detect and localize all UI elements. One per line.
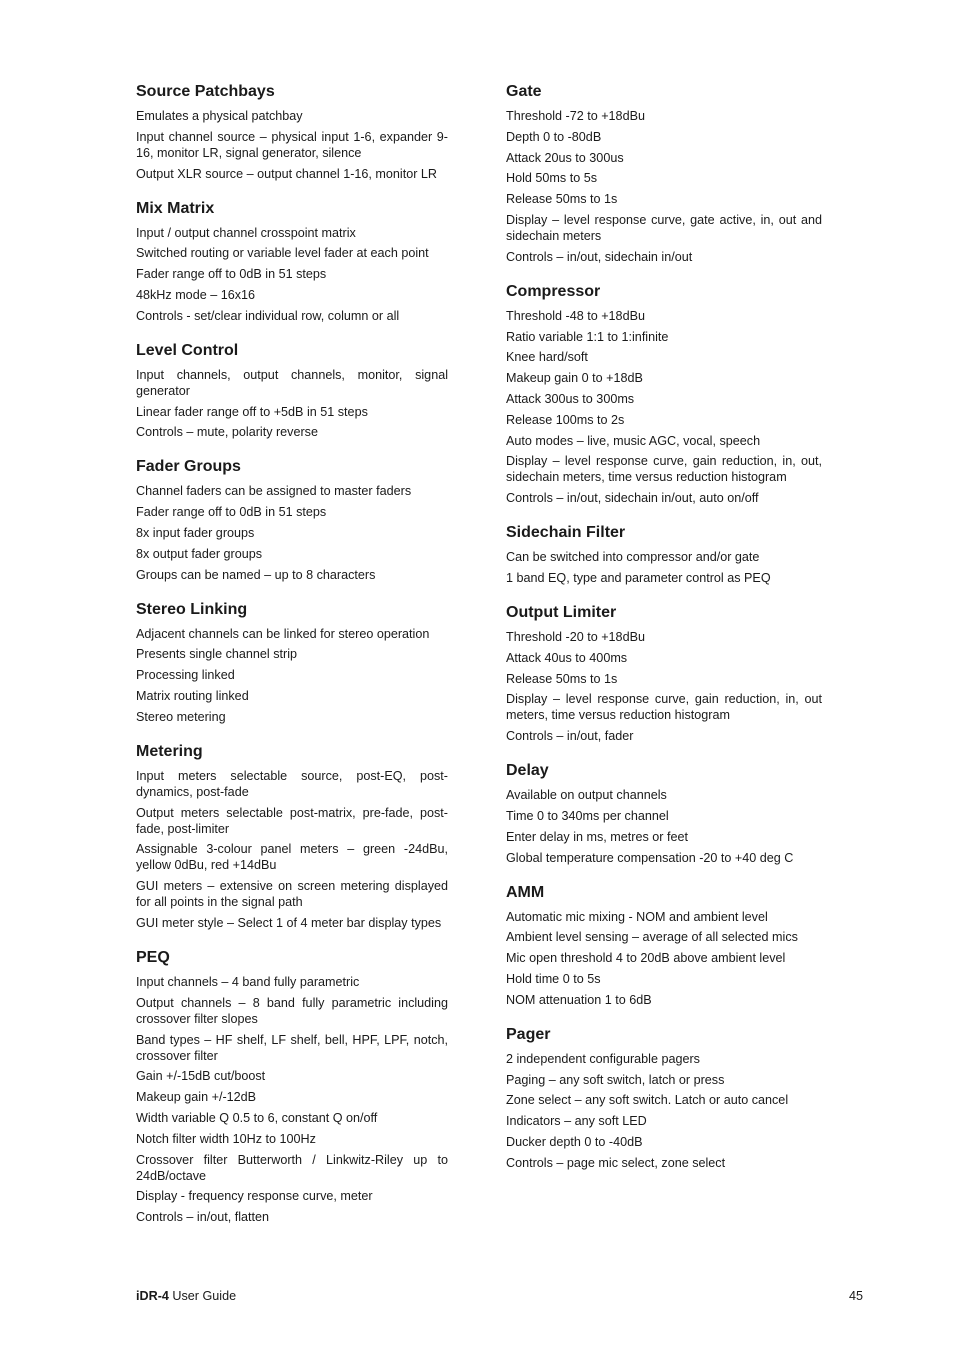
spec-item: Release 50ms to 1s <box>506 192 618 207</box>
section-heading: Mix Matrix <box>136 199 215 217</box>
spec-item: Hold 50ms to 5s <box>506 171 597 186</box>
spec-item: Controls – in/out, flatten <box>136 1210 270 1225</box>
section-heading: Source Patchbays <box>136 83 275 100</box>
spec-item: Available on output channels <box>506 788 667 803</box>
spec-item: Gain +/-15dB cut/boost <box>136 1069 266 1084</box>
spec-item: Emulates a physical patchbay <box>136 109 303 123</box>
spec-item: Input channel source – physical input 1-6, expander 9-16, monitor LR, signal generator, silence <box>136 129 448 160</box>
spec-item: NOM attenuation 1 to 6dB <box>506 992 652 1007</box>
right-column <box>506 82 822 1188</box>
spec-item: Switched routing or variable level fader at each point <box>136 246 429 261</box>
footer-product: iDR-4 <box>136 1289 169 1303</box>
spec-item: Display - frequency response curve, meter <box>136 1189 373 1204</box>
section-peq <box>136 948 448 1225</box>
spec-item: Controls – in/out, sidechain in/out <box>506 249 693 264</box>
spec-item: Adjacent channels can be linked for stereo operation <box>136 626 430 641</box>
spec-item: Display – level response curve, gain reduction, in, out, sidechain meters, time versus reduction histogram <box>506 454 822 485</box>
spec-item: Controls – page mic select, zone select <box>506 1155 726 1170</box>
section-heading: Compressor <box>506 282 601 300</box>
section-metering <box>136 742 448 931</box>
spec-item: Zone select – any soft switch. Latch or auto cancel <box>506 1093 789 1108</box>
spec-item: 2 independent configurable pagers <box>506 1051 700 1066</box>
spec-item: 8x output fader groups <box>136 546 263 561</box>
spec-item: Linear fader range off to +5dB in 51 steps <box>136 404 368 419</box>
spec-item: Release 50ms to 1s <box>506 671 618 686</box>
spec-item: Channel faders can be assigned to master faders <box>136 484 412 499</box>
spec-item: Output XLR source – output channel 1-16, monitor LR <box>136 166 438 181</box>
section-heading: Pager <box>506 1025 551 1043</box>
section-heading: Output Limiter <box>506 603 617 621</box>
section-heading: PEQ <box>136 948 170 966</box>
spec-item: GUI meter style – Select 1 of 4 meter bar display types <box>136 915 442 930</box>
spec-item: Attack 40us to 400ms <box>506 650 628 665</box>
section-heading: Sidechain Filter <box>506 524 626 542</box>
section-level-control <box>136 341 448 441</box>
spec-item: Notch filter width 10Hz to 100Hz <box>136 1131 316 1146</box>
spec-item: Presents single channel strip <box>136 647 298 662</box>
spec-item: Crossover filter Butterworth / Linkwitz-Riley up to 24dB/octave <box>136 1152 448 1183</box>
spec-item: Global temperature compensation -20 to +40 deg C <box>506 850 794 865</box>
spec-item: Output channels – 8 band fully parametric including crossover filter slopes <box>136 995 448 1026</box>
spec-item: Attack 20us to 300us <box>506 150 624 165</box>
section-compressor <box>506 282 822 506</box>
spec-item: Width variable Q 0.5 to 6, constant Q on/off <box>136 1110 378 1125</box>
spec-item: Ambient level sensing – average of all selected mics <box>506 930 798 945</box>
spec-item: Controls – mute, polarity reverse <box>136 425 318 440</box>
section-heading: Metering <box>136 742 203 760</box>
spec-item: Controls - set/clear individual row, column or all <box>136 308 400 323</box>
spec-item: Ratio variable 1:1 to 1:infinite <box>506 329 669 344</box>
spec-item: Controls – in/out, sidechain in/out, auto on/off <box>506 491 759 506</box>
spec-item: Indicators – any soft LED <box>506 1114 647 1129</box>
left-column <box>136 82 448 1242</box>
spec-item: Can be switched into compressor and/or gate <box>506 550 760 565</box>
section-fader-groups <box>136 457 448 582</box>
spec-item: Input channels – 4 band fully parametric <box>136 974 360 989</box>
spec-item: Makeup gain +/-12dB <box>136 1090 257 1105</box>
spec-item: Release 100ms to 2s <box>506 412 625 427</box>
spec-item: Paging – any soft switch, latch or press <box>506 1072 725 1087</box>
spec-item: Time 0 to 340ms per channel <box>506 808 669 823</box>
spec-item: Stereo metering <box>136 709 226 724</box>
spec-item: Fader range off to 0dB in 51 steps <box>136 505 327 520</box>
spec-item: Input meters selectable source, post-EQ, post-dynamics, post-fade <box>136 768 448 799</box>
spec-item: Enter delay in ms, metres or feet <box>506 829 688 844</box>
section-heading: AMM <box>506 883 545 901</box>
section-gate <box>506 82 822 265</box>
section-delay <box>506 761 822 865</box>
spec-item: GUI meters – extensive on screen metering displayed for all points in the signal path <box>136 879 448 910</box>
spec-item: Depth 0 to -80dB <box>506 129 602 144</box>
section-output-limiter <box>506 603 822 744</box>
spec-item: Groups can be named – up to 8 characters <box>136 567 376 582</box>
spec-item: Knee hard/soft <box>506 350 588 365</box>
spec-item: Auto modes – live, music AGC, vocal, speech <box>506 433 761 448</box>
spec-item: Automatic mic mixing - NOM and ambient level <box>506 909 768 924</box>
spec-item: Makeup gain 0 to +18dB <box>506 371 643 386</box>
section-heading: Stereo Linking <box>136 600 248 618</box>
spec-item: Attack 300us to 300ms <box>506 391 635 406</box>
spec-item: Hold time 0 to 5s <box>506 971 601 986</box>
spec-item: Mic open threshold 4 to 20dB above ambient level <box>506 951 786 966</box>
spec-item: Input channels, output channels, monitor, signal generator <box>136 367 448 398</box>
spec-item: Threshold -20 to +18dBu <box>506 629 645 644</box>
page-number: 45 <box>848 1289 863 1303</box>
spec-item: Controls – in/out, fader <box>506 729 634 744</box>
spec-item: Output meters selectable post-matrix, pre-fade, post-fade, post-limiter <box>136 805 448 836</box>
section-heading: Fader Groups <box>136 458 241 476</box>
section-heading: Level Control <box>136 341 239 359</box>
spec-item: Matrix routing linked <box>136 688 249 703</box>
section-stereo-linking <box>136 600 448 725</box>
footer-doc: User Guide <box>168 1289 237 1303</box>
spec-item: Ducker depth 0 to -40dB <box>506 1134 643 1149</box>
section-heading: Gate <box>506 83 542 100</box>
section-source-patchbays <box>136 82 448 182</box>
footer-title <box>136 1288 236 1304</box>
spec-item: Display – level response curve, gain reduction, in, out meters, time versus reduction histogram <box>506 692 822 723</box>
spec-item: Processing linked <box>136 668 235 683</box>
spec-item: 48kHz mode – 16x16 <box>136 287 256 302</box>
spec-item: Threshold -48 to +18dBu <box>506 308 645 323</box>
section-mix-matrix <box>136 199 448 324</box>
section-amm <box>506 883 822 1008</box>
section-sidechain-filter <box>506 523 822 586</box>
spec-item: Fader range off to 0dB in 51 steps <box>136 267 327 282</box>
section-heading: Delay <box>506 762 549 780</box>
spec-item: Display – level response curve, gate active, in, out and sidechain meters <box>506 212 822 243</box>
spec-item: Band types – HF shelf, LF shelf, bell, HPF, LPF, notch, crossover filter <box>136 1032 448 1063</box>
spec-item: 8x input fader groups <box>136 525 255 540</box>
spec-item: Assignable 3-colour panel meters – green -24dBu, yellow 0dBu, red +14dBu <box>136 842 448 873</box>
spec-item: Input / output channel crosspoint matrix <box>136 225 356 240</box>
spec-item: 1 band EQ, type and parameter control as PEQ <box>506 570 771 585</box>
spec-item: Threshold -72 to +18dBu <box>506 109 645 123</box>
section-pager <box>506 1025 822 1171</box>
